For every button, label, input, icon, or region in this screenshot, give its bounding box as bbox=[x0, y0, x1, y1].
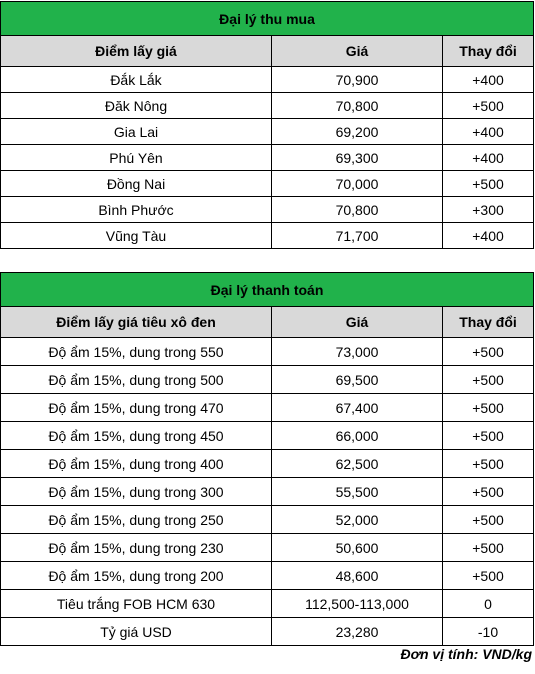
cell-price: 50,600 bbox=[272, 534, 443, 562]
cell-price: 69,500 bbox=[272, 366, 443, 394]
cell-location: Độ ẩm 15%, dung trong 400 bbox=[1, 450, 272, 478]
cell-location: Độ ẩm 15%, dung trong 250 bbox=[1, 506, 272, 534]
table-row bbox=[1, 534, 534, 562]
cell-price: 73,000 bbox=[272, 338, 443, 366]
buy-price-table bbox=[0, 1, 534, 249]
cell-price: 62,500 bbox=[272, 450, 443, 478]
cell-change: +500 bbox=[443, 338, 534, 366]
cell-price: 55,500 bbox=[272, 478, 443, 506]
table-row bbox=[1, 478, 534, 506]
table-row bbox=[1, 119, 534, 145]
cell-location: Độ ẩm 15%, dung trong 470 bbox=[1, 394, 272, 422]
cell-location: Đăk Nông bbox=[1, 93, 272, 119]
cell-price: 71,700 bbox=[272, 223, 443, 249]
cell-change: -10 bbox=[443, 618, 534, 646]
cell-change: +500 bbox=[443, 394, 534, 422]
cell-price: 70,800 bbox=[272, 197, 443, 223]
table-row bbox=[1, 422, 534, 450]
cell-change: +500 bbox=[443, 506, 534, 534]
cell-location: Độ ẩm 15%, dung trong 230 bbox=[1, 534, 272, 562]
cell-price: 69,300 bbox=[272, 145, 443, 171]
cell-change: +400 bbox=[443, 223, 534, 249]
unit-note: Đơn vị tính: VND/kg bbox=[400, 646, 532, 662]
cell-location: Đồng Nai bbox=[1, 171, 272, 197]
cell-price: 112,500-113,000 bbox=[272, 590, 443, 618]
cell-change: +300 bbox=[443, 197, 534, 223]
cell-location: Độ ẩm 15%, dung trong 550 bbox=[1, 338, 272, 366]
cell-change: +500 bbox=[443, 366, 534, 394]
table-row bbox=[1, 618, 534, 646]
table-row bbox=[1, 366, 534, 394]
cell-price: 66,000 bbox=[272, 422, 443, 450]
column-header-change: Thay đổi bbox=[443, 36, 534, 67]
column-header-price: Giá bbox=[272, 36, 443, 67]
cell-location: Độ ẩm 15%, dung trong 200 bbox=[1, 562, 272, 590]
table-row bbox=[1, 93, 534, 119]
column-header-change: Thay đổi bbox=[443, 307, 534, 338]
cell-price: 70,800 bbox=[272, 93, 443, 119]
cell-change: +500 bbox=[443, 171, 534, 197]
cell-change: +400 bbox=[443, 145, 534, 171]
table-row bbox=[1, 145, 534, 171]
cell-price: 48,600 bbox=[272, 562, 443, 590]
table-row bbox=[1, 171, 534, 197]
cell-location: Đắk Lắk bbox=[1, 67, 272, 93]
table-row bbox=[1, 67, 534, 93]
table-row bbox=[1, 197, 534, 223]
cell-change: +500 bbox=[443, 562, 534, 590]
table-row bbox=[1, 450, 534, 478]
cell-change: +500 bbox=[443, 422, 534, 450]
cell-location: Độ ẩm 15%, dung trong 300 bbox=[1, 478, 272, 506]
payment-price-table bbox=[0, 272, 534, 646]
table-row bbox=[1, 562, 534, 590]
cell-price: 23,280 bbox=[272, 618, 443, 646]
buy-table-title: Đại lý thu mua bbox=[1, 2, 534, 36]
table-row bbox=[1, 338, 534, 366]
cell-change: +500 bbox=[443, 450, 534, 478]
cell-price: 70,000 bbox=[272, 171, 443, 197]
cell-price: 52,000 bbox=[272, 506, 443, 534]
cell-price: 69,200 bbox=[272, 119, 443, 145]
cell-change: +500 bbox=[443, 534, 534, 562]
cell-price: 70,900 bbox=[272, 67, 443, 93]
cell-location: Phú Yên bbox=[1, 145, 272, 171]
cell-price: 67,400 bbox=[272, 394, 443, 422]
cell-change: +400 bbox=[443, 119, 534, 145]
table-row bbox=[1, 223, 534, 249]
table-row bbox=[1, 590, 534, 618]
cell-location: Tiêu trắng FOB HCM 630 bbox=[1, 590, 272, 618]
table-row bbox=[1, 506, 534, 534]
cell-location: Độ ẩm 15%, dung trong 500 bbox=[1, 366, 272, 394]
column-header-price: Giá bbox=[272, 307, 443, 338]
cell-change: +400 bbox=[443, 67, 534, 93]
column-header-location: Điểm lấy giá tiêu xô đen bbox=[1, 307, 272, 338]
column-header-location: Điểm lấy giá bbox=[1, 36, 272, 67]
cell-change: +500 bbox=[443, 93, 534, 119]
cell-location: Vũng Tàu bbox=[1, 223, 272, 249]
cell-change: 0 bbox=[443, 590, 534, 618]
payment-table-title: Đại lý thanh toán bbox=[1, 273, 534, 307]
cell-location: Bình Phước bbox=[1, 197, 272, 223]
cell-location: Tỷ giá USD bbox=[1, 618, 272, 646]
cell-location: Độ ẩm 15%, dung trong 450 bbox=[1, 422, 272, 450]
table-row bbox=[1, 394, 534, 422]
cell-change: +500 bbox=[443, 478, 534, 506]
cell-location: Gia Lai bbox=[1, 119, 272, 145]
